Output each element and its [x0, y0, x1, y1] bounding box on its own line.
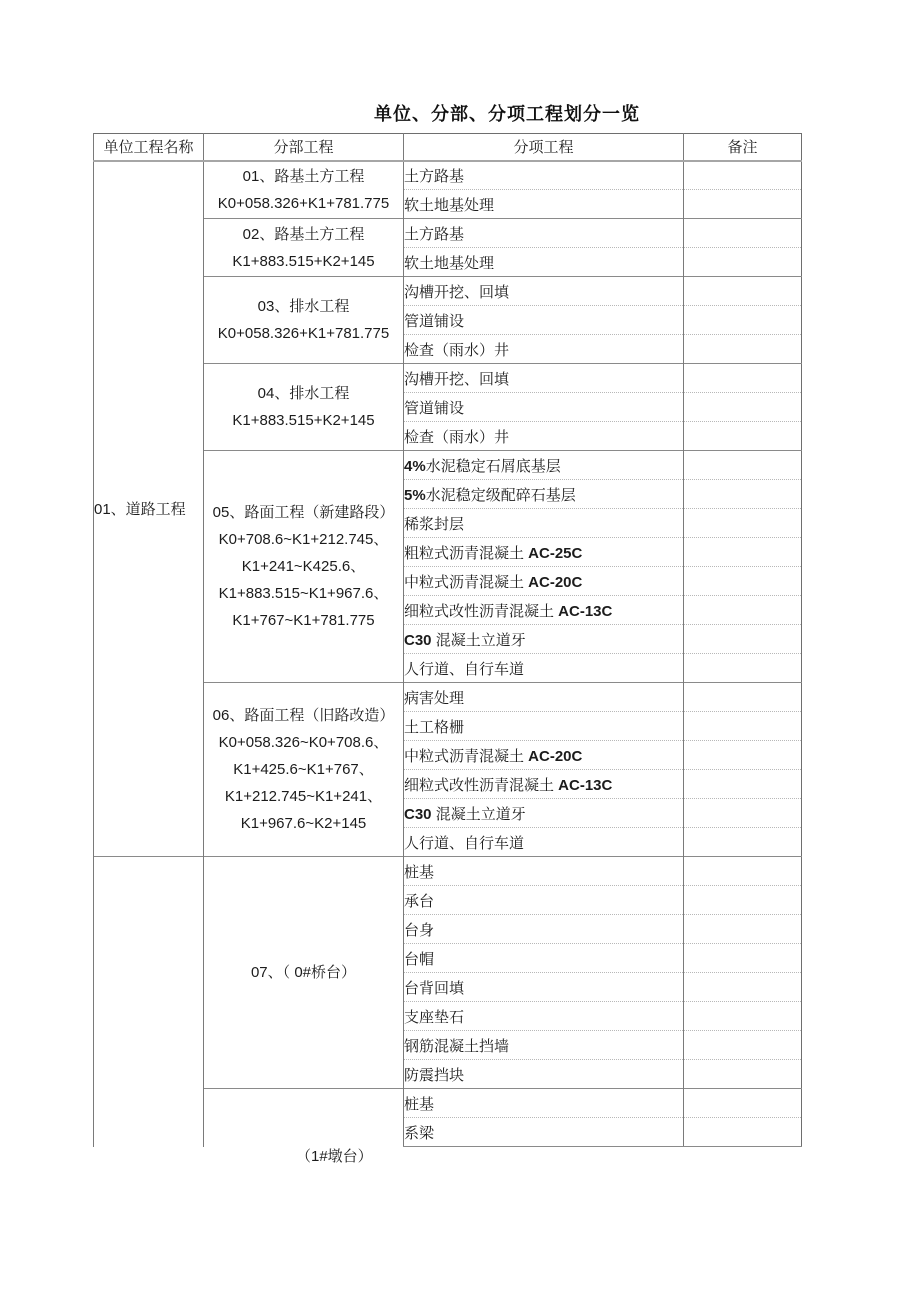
remark-cell	[684, 480, 802, 509]
remark-cell	[684, 393, 802, 422]
division-line: 04、排水工程	[257, 385, 350, 402]
division-cell	[204, 857, 404, 1089]
division-cell	[204, 683, 404, 857]
remark-cell	[684, 1089, 802, 1118]
table-body	[94, 161, 802, 1147]
remark-cell	[684, 770, 802, 799]
item-cell: 沟槽开挖、回填	[404, 277, 684, 306]
item-cell: 系梁	[404, 1118, 684, 1147]
remark-cell	[684, 915, 802, 944]
division-line: 06、路面工程（旧路改造）	[212, 707, 395, 724]
division-line: K1+767~K1+781.775	[232, 612, 375, 629]
item-cell: 人行道、自行车道	[404, 654, 684, 683]
header-cell: 备注	[684, 134, 802, 161]
table-row	[94, 857, 802, 886]
header-row	[94, 134, 802, 161]
division-cell	[204, 451, 404, 683]
remark-cell	[684, 538, 802, 567]
division-line: 05、路面工程（新建路段）	[212, 504, 395, 521]
item-cell: 土工格栅	[404, 712, 684, 741]
item-cell: 管道铺设	[404, 306, 684, 335]
item-cell: C30 混凝土立道牙	[404, 625, 684, 654]
remark-cell	[684, 219, 802, 248]
item-cell: 土方路基	[404, 161, 684, 190]
item-cell: 台身	[404, 915, 684, 944]
remark-cell	[684, 973, 802, 1002]
division-line: K0+058.326+K1+781.775	[217, 194, 390, 212]
page-title: 单位、分部、分项工程划分一览	[374, 104, 640, 124]
remark-cell	[684, 248, 802, 277]
division-line: K1+967.6~K2+145	[240, 815, 367, 832]
remark-cell	[684, 828, 802, 857]
item-cell: 中粒式沥青混凝土 AC-20C	[404, 741, 684, 770]
division-line: K0+708.6~K1+212.745、	[218, 531, 389, 548]
division-line: 01、路基土方工程	[242, 167, 365, 185]
item-cell: 钢筋混凝土挡墙	[404, 1031, 684, 1060]
division-cell	[204, 1089, 404, 1147]
item-cell: 支座垫石	[404, 1002, 684, 1031]
item-cell: 管道铺设	[404, 393, 684, 422]
item-cell: 台帽	[404, 944, 684, 973]
remark-cell	[684, 161, 802, 190]
remark-cell	[684, 596, 802, 625]
division-line: K1+212.745~K1+241、	[224, 788, 383, 805]
remark-cell	[684, 451, 802, 480]
division-line: 03、排水工程	[257, 298, 350, 315]
division-line: K1+241~K425.6、	[241, 558, 366, 575]
remark-cell	[684, 944, 802, 973]
table-row	[94, 161, 802, 190]
remark-cell	[684, 683, 802, 712]
item-cell: 检查（雨水）井	[404, 422, 684, 451]
remark-cell	[684, 1118, 802, 1147]
unit-cell	[94, 857, 204, 1147]
unit-cell: 01、道路工程	[94, 161, 204, 857]
header-cell: 分项工程	[404, 134, 684, 161]
item-cell: 土方路基	[404, 219, 684, 248]
item-cell: C30 混凝土立道牙	[404, 799, 684, 828]
division-cell	[204, 161, 404, 219]
item-cell: 桩基	[404, 857, 684, 886]
remark-cell	[684, 306, 802, 335]
item-cell: 软土地基处理	[404, 248, 684, 277]
item-cell: 沟槽开挖、回填	[404, 364, 684, 393]
remark-cell	[684, 567, 802, 596]
remark-cell	[684, 1060, 802, 1089]
remark-cell	[684, 509, 802, 538]
item-cell: 人行道、自行车道	[404, 828, 684, 857]
item-cell: 防震挡块	[404, 1060, 684, 1089]
item-cell: 中粒式沥青混凝土 AC-20C	[404, 567, 684, 596]
remark-cell	[684, 422, 802, 451]
table-header	[94, 134, 802, 161]
item-cell: 桩基	[404, 1089, 684, 1118]
division-line: 07、（ 0#桥台）	[250, 964, 357, 981]
item-cell: 5%水泥稳定级配碎石基层	[404, 480, 684, 509]
remark-cell	[684, 364, 802, 393]
division-cell	[204, 277, 404, 364]
division-line: 02、路基土方工程	[242, 225, 365, 243]
item-cell: 检查（雨水）井	[404, 335, 684, 364]
project-table	[93, 133, 802, 1147]
item-cell: 承台	[404, 886, 684, 915]
item-cell: 病害处理	[404, 683, 684, 712]
remark-cell	[684, 277, 802, 306]
remark-cell	[684, 712, 802, 741]
remark-cell	[684, 799, 802, 828]
division-cell	[204, 219, 404, 277]
remark-cell	[684, 741, 802, 770]
division-cell	[204, 364, 404, 451]
pier-overflow-label: （1#墩台）	[296, 1148, 373, 1165]
remark-cell	[684, 886, 802, 915]
remark-cell	[684, 335, 802, 364]
item-cell: 稀浆封层	[404, 509, 684, 538]
item-cell: 台背回填	[404, 973, 684, 1002]
item-cell: 4%水泥稳定石屑底基层	[404, 451, 684, 480]
division-line: K1+883.515+K2+145	[232, 252, 375, 270]
remark-cell	[684, 857, 802, 886]
remark-cell	[684, 1031, 802, 1060]
item-cell: 软土地基处理	[404, 190, 684, 219]
header-cell: 分部工程	[204, 134, 404, 161]
remark-cell	[684, 654, 802, 683]
remark-cell	[684, 625, 802, 654]
remark-cell	[684, 1002, 802, 1031]
item-cell: 细粒式改性沥青混凝土 AC-13C	[404, 596, 684, 625]
division-line: K0+058.326~K0+708.6、	[218, 734, 389, 751]
division-line: K1+883.515+K2+145	[232, 412, 375, 429]
division-line: K1+883.515~K1+967.6、	[218, 585, 389, 602]
item-cell: 细粒式改性沥青混凝土 AC-13C	[404, 770, 684, 799]
division-line: K0+058.326+K1+781.775	[217, 325, 390, 342]
remark-cell	[684, 190, 802, 219]
division-line: K1+425.6~K1+767、	[233, 761, 374, 778]
header-cell: 单位工程名称	[94, 134, 204, 161]
item-cell: 粗粒式沥青混凝土 AC-25C	[404, 538, 684, 567]
